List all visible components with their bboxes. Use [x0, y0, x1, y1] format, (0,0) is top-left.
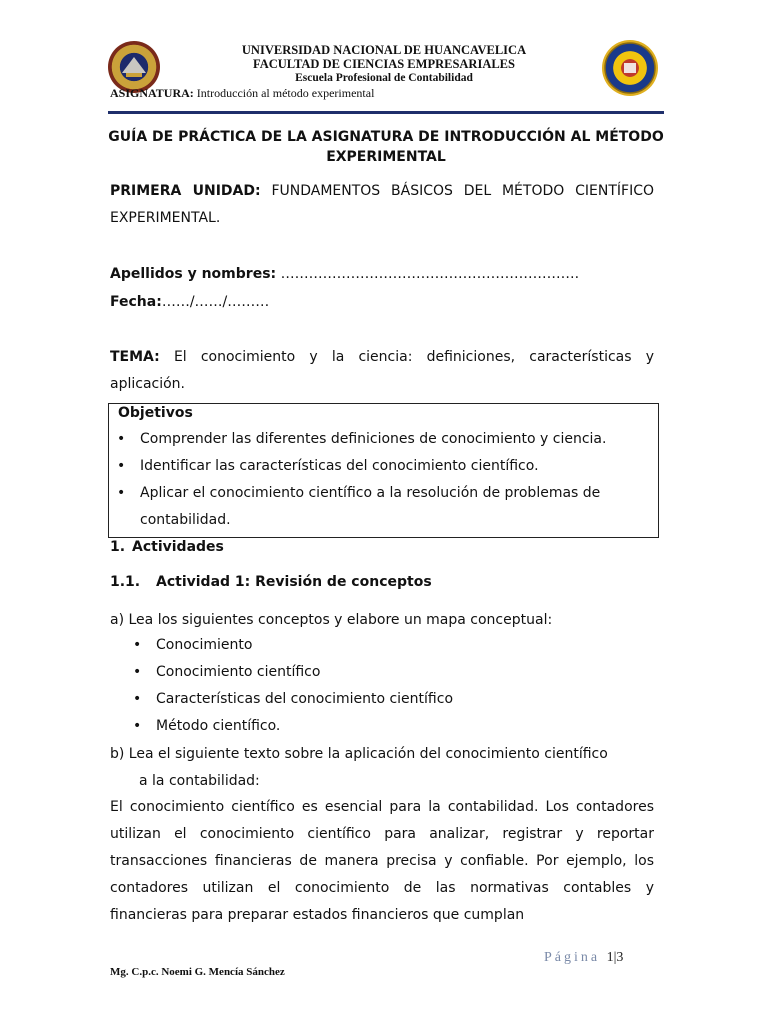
subsection-title: Actividad 1: Revisión de conceptos	[156, 574, 432, 590]
school-name: Escuela Profesional de Contabilidad	[295, 72, 473, 84]
section-heading-activities	[110, 539, 224, 555]
objective-item: • Identificar las características del conocimiento científico.	[140, 453, 650, 480]
date-label: Fecha:	[110, 294, 162, 310]
unit-paragraph	[110, 178, 654, 232]
date-dots: ……/……/………	[161, 294, 270, 310]
student-name-dots: ……………………………………………………….	[280, 266, 580, 282]
objective-item: • Aplicar el conocimiento científico a la resolución de problemas de contabilidad.	[140, 480, 650, 534]
item-a-text: a) Lea los siguientes conceptos y elabore un mapa conceptual:	[110, 612, 553, 628]
section-title: Actividades	[132, 539, 224, 555]
subsection-heading-activity-1	[110, 574, 432, 590]
item-b-text-continued: a la contabilidad:	[139, 773, 260, 789]
header-divider	[108, 111, 664, 114]
page-number	[544, 950, 623, 966]
student-name-label: Apellidos y nombres:	[110, 266, 277, 282]
concept-item: • Método científico.	[156, 713, 280, 740]
page-word: Página	[544, 950, 601, 965]
subject-value: Introducción al método experimental	[196, 86, 375, 100]
concept-item: • Conocimiento científico	[156, 659, 320, 686]
date-field	[110, 294, 269, 310]
section-number: 1.	[110, 539, 126, 555]
body-paragraph: El conocimiento científico es esencial para la contabilidad. Los contadores utilizan el conocimiento científico para analizar, registrar y reportar transacciones financieras de manera precisa y confiable. Por ejemplo, los contadores utilizan el conocimiento de las normativas contables y financieras para preparar estados financieros que cumplan	[110, 799, 654, 923]
item-b-text: b) Lea el siguiente texto sobre la aplicación del conocimiento científico	[110, 746, 608, 762]
concept-item: • Conocimiento	[156, 632, 252, 659]
author-name: Mg. C.p.c. Noemi G. Mencía Sánchez	[110, 966, 285, 978]
unit-text: FUNDAMENTOS BÁSICOS DEL MÉTODO CIENTÍFICO EXPERIMENTAL.	[110, 183, 654, 226]
student-name-field	[110, 266, 579, 282]
page-total: 3	[616, 950, 624, 965]
faculty-name: FACULTAD DE CIENCIAS EMPRESARIALES	[253, 57, 515, 71]
subsection-number: 1.1.	[110, 574, 141, 590]
objectives-box	[108, 403, 659, 538]
topic-text: El conocimiento y la ciencia: definiciones, características y aplicación.	[110, 349, 654, 392]
objective-item: • Comprender las diferentes definiciones de conocimiento y ciencia.	[140, 426, 650, 453]
subject-line	[110, 86, 374, 101]
subject-label: ASIGNATURA:	[110, 86, 194, 100]
university-name: UNIVERSIDAD NACIONAL DE HUANCAVELICA	[241, 43, 527, 57]
page-separator: |	[613, 950, 617, 965]
topic-label: TEMA:	[110, 349, 160, 365]
objectives-title: Objetivos	[118, 405, 193, 421]
concept-item: • Características del conocimiento científico	[156, 686, 453, 713]
unit-label: PRIMERA UNIDAD:	[110, 183, 261, 199]
page-current: 1	[606, 950, 614, 965]
document-title: GUÍA DE PRÁCTICA DE LA ASIGNATURA DE INTRODUCCIÓN AL MÉTODO EXPERIMENTAL	[108, 129, 664, 165]
topic-paragraph	[110, 344, 654, 398]
